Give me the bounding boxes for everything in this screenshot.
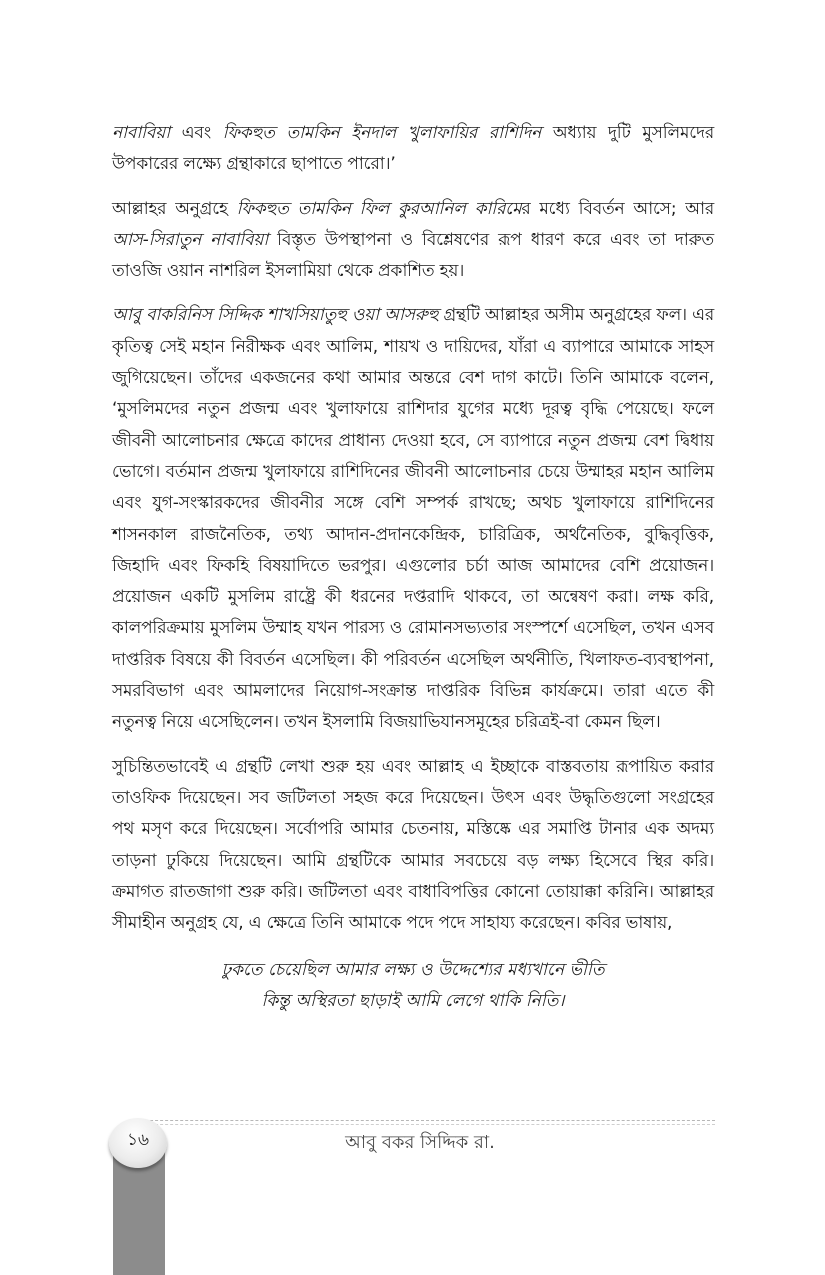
paragraph-3 bbox=[112, 300, 714, 738]
italic-title-as-siratun-nababiya: আস-সিরাতুন নাবাবিয়া bbox=[112, 229, 269, 250]
verse-line-2: কিন্তু অস্থিরতা ছাড়াই আমি লেগে থাকি নিতি। bbox=[261, 991, 565, 1012]
footer-divider bbox=[130, 1120, 715, 1121]
footer-divider-secondary bbox=[130, 1124, 715, 1125]
page-body bbox=[112, 118, 714, 1017]
running-title: আবু বকর সিদ্দিক রা. bbox=[345, 1132, 495, 1153]
paragraph-text: সুচিন্তিতভাবেই এ গ্রন্থটি লেখা শুরু হয় এবং আল্লাহ এ ইচ্ছাকে বাস্তবতায় রূপায়িত করার তাওফিক দিয়েছেন। সব জটিলতা সহজ করে দিয়েছেন। উৎস এবং উদ্ধৃতিগুলো সংগ্রহের পথ মসৃণ করে দিয়েছেন। সর্বোপরি আমার চেতনায়, মস্তিষ্কে এর সমাপ্তি টানার এক অদম্য তাড়না ঢুকিয়ে দিয়েছেন। আমি গ্রন্থটিকে আমার সবচেয়ে বড় লক্ষ্য হিসেবে স্থির করি। ক্রমাগত রাতজাগা শুরু করি। জটিলতা এবং বাধাবিপত্তির কোনো তোয়াক্কা করিনি। আল্লাহর সীমাহীন অনুগ্রহ যে, এ ক্ষেত্রে তিনি আমাকে পদে পদে সাহায্য করেছেন। কবির ভাষায়, bbox=[112, 756, 714, 934]
page-number-badge bbox=[109, 1118, 167, 1168]
poem-verse bbox=[112, 955, 714, 1017]
paragraph-2 bbox=[112, 194, 714, 288]
italic-title-fiqhut-tamkin: ফিকহুত তামকিন ইনদাল খুলাফায়ির রাশিদিন bbox=[222, 123, 542, 143]
page-number: ১৬ bbox=[126, 1130, 150, 1150]
paragraph-text: অধ্যায় দুটি মুসলিমদের উপকারের লক্ষ্যে গ্রন্থাকারে ছাপাতে পারো।’ bbox=[112, 123, 714, 175]
paragraph-1 bbox=[112, 118, 714, 181]
paragraph-text: র মধ্যে বিবর্তন আসে; আর bbox=[521, 198, 714, 219]
paragraph-text: আল্লাহর অনুগ্রহে bbox=[112, 198, 237, 219]
paragraph-text: বিস্তৃত উপস্থাপনা ও বিশ্লেষণের রূপ ধারণ করে এবং তা দারুত তাওজি ওয়ান নাশরিল ইসলামিয়া থেকে প্রকাশিত হয়। bbox=[112, 229, 714, 282]
italic-title-abu-bakrinis-siddiq: আবু বাকরিনিস সিদ্দিক শাখসিয়াতুহু ওয়া আসরুহু bbox=[112, 305, 439, 326]
italic-title-fiqhut-tamkin-fil-quran: ফিকহুত তামকিন ফিল কুরআনিল কারিমে bbox=[236, 198, 522, 219]
paragraph-4 bbox=[112, 752, 714, 940]
verse-line-1: ঢুকতে চেয়েছিল আমার লক্ষ্য ও উদ্দেশ্যের মধ্যখানে ভীতি bbox=[221, 960, 605, 981]
italic-title-nababiya: নাবাবিয়া bbox=[112, 123, 170, 143]
paragraph-text: এবং bbox=[169, 123, 223, 143]
paragraph-text: গ্রন্থটি আল্লাহর অসীম অনুগ্রহের ফল। এর কৃতিত্ব সেই মহান নিরীক্ষক এবং আলিম, শায়খ ও দায়িদের, যাঁরা এ ব্যাপারে আমাকে সাহস জুগিয়েছেন। তাঁদের একজনের কথা আমার অন্তরে বেশ দাগ কাটে। তিনি আমাকে বলেন, ‘মুসলিমদের নতুন প্রজন্ম এবং খুলাফায়ে রাশিদার যুগের মধ্যে দূরত্ব বৃদ্ধি পেয়েছে। ফলে জীবনী আলোচনার ক্ষেত্রে কাদের প্রাধান্য দেওয়া হবে, সে ব্যাপারে নতুন প্রজন্ম বেশ দ্বিধায় ভোগে। বর্তমান প্রজন্ম খুলাফায়ে রাশিদিনের জীবনী আলোচনার চেয়ে উম্মাহর মহান আলিম এবং যুগ-সংস্কারকদের জীবনীর সঙ্গে বেশি সম্পর্ক রাখছে; অথচ খুলাফায়ে রাশিদিনের শাসনকাল রাজনৈতিক, তথ্য আদান-প্রদানকেন্দ্রিক, চারিত্রিক, অর্থনৈতিক, বুদ্ধিবৃত্তিক, জিহাদি এবং ফিকহি বিষয়াদিতে ভরপুর। এগুলোর চর্চা আজ আমাদের বেশি প্রয়োজন। প্রয়োজন একটি মুসলিম রাষ্ট্রে কী ধরনের দপ্তরাদি থাকবে, তা অন্বেষণ করা। লক্ষ করি, কালপরিক্রমায় মুসলিম উম্মাহ যখন পারস্য ও রোমানসভ্যতার সংস্পর্শে এসেছিল, তখন এসব দাপ্তরিক বিষয়ে কী বিবর্তন এসেছিল। কী পরিবর্তন এসেছিল অর্থনীতি, খিলাফত-ব্যবস্থাপনা, সমরবিভাগ এবং আমলাদের নিয়োগ-সংক্রান্ত দাপ্তরিক বিভিন্ন কার্যক্রমে। তারা এতে কী নতুনত্ব নিয়ে এসেছিলেন। তখন ইসলামি বিজয়াভিযানসমূহের চরিত্রই-বা কেমন ছিল। bbox=[112, 305, 715, 733]
